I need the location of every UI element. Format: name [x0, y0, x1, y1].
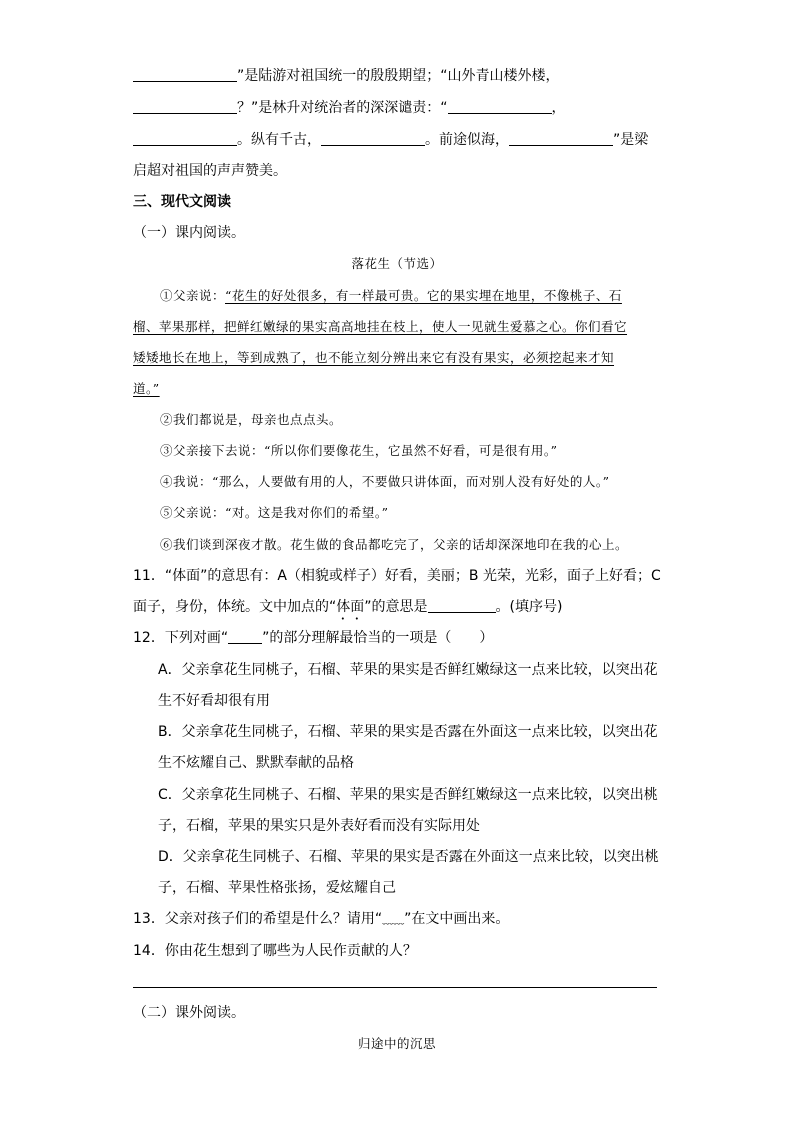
passage-paragraph-4: ④我说：“那么，人要做有用的人，不要做只讲体面，而对别人没有好处的人。” — [160, 474, 610, 489]
part-heading: （一）课内阅读。 — [133, 225, 245, 241]
part-heading-2: （二）课外阅读。 — [133, 1005, 245, 1021]
underlined-text: 道。” — [133, 381, 160, 396]
question-text: ”的意思是 — [364, 599, 428, 615]
answer-blank[interactable] — [133, 131, 237, 146]
question-12 — [133, 628, 493, 648]
option-c[interactable]: C．父亲拿花生同桃子、石榴、苹果的果实是否鲜红嫩绿这一点来比较，以突出桃 — [158, 787, 658, 803]
question-13 — [133, 909, 509, 929]
passage2-title: 归途中的沉思 — [357, 1036, 436, 1051]
question-text: 。(填序号) — [495, 599, 563, 615]
poem-text: ？”是林升对统治者的深深谴责：“ — [237, 100, 448, 116]
answer-line[interactable] — [133, 987, 657, 988]
option-a[interactable]: A．父亲拿花生同桃子，石榴、苹果的果实是否鲜红嫩绿这一点来比较，以突出花 — [158, 662, 658, 678]
underlined-text: 矮矮地长在地上，等到成熟了，也不能立刻分辨出来它有没有果实，必须挖起来才知 — [133, 350, 615, 365]
passage-paragraph-1 — [160, 286, 622, 306]
option-b-cont: 生不炫耀自己、默默奉献的品格 — [158, 755, 354, 771]
option-d[interactable]: D．父亲拿花生同桃子、石榴、苹果的果实是否露在外面这一点来比较，以突出桃 — [158, 849, 659, 865]
poem-text: 。前途似海， — [425, 132, 509, 148]
question-11-cont — [133, 597, 562, 617]
option-a-cont: 生不好看却很有用 — [158, 693, 270, 709]
paragraph-prefix: ①父亲说： — [160, 288, 226, 303]
passage-paragraph-5: ⑤父亲说：“对。这是我对你们的希望。” — [160, 505, 389, 520]
underlined-text: 榴、苹果那样，把鲜红嫩绿的果实高高地挂在枝上，使人一见就生爱慕之心。你们看它 — [133, 319, 628, 334]
passage-paragraph-6: ⑥我们谈到深夜才散。花生做的食品都吃完了，父亲的话却深深地印在我的心上。 — [160, 537, 629, 552]
poem-line-2 — [133, 98, 566, 118]
answer-blank[interactable] — [321, 131, 425, 146]
poem-line-4: 启超对祖国的声声赞美。 — [133, 163, 287, 179]
answer-blank[interactable] — [509, 131, 613, 146]
question-text: ”的部分理解最恰当的一项是（ ） — [262, 630, 494, 646]
answer-blank[interactable] — [448, 99, 552, 114]
poem-line-1 — [133, 66, 560, 86]
question-text: ”在文中画出来。 — [404, 911, 510, 927]
question-text: 13．父亲对孩子们的希望是什么？请用“ — [133, 911, 383, 927]
poem-text: ， — [551, 100, 566, 116]
poem-text: ”是梁 — [613, 132, 649, 148]
question-text: 12．下列对画“ — [133, 630, 229, 646]
underline-mark — [228, 629, 262, 644]
option-c-cont: 子，石榴，苹果的果实只是外表好看而没有实际用处 — [158, 818, 480, 834]
option-b[interactable]: B．父亲拿花生同桃子，石榴、苹果的果实是否露在外面这一点来比较，以突出花 — [158, 724, 658, 740]
option-d-cont: 子，石榴、苹果性格张扬，爱炫耀自己 — [158, 880, 396, 896]
underlined-text: “花生的好处很多，有一样最可贵。它的果实埋在地里，不像桃子、石 — [225, 288, 622, 303]
question-14: 14．你由花生想到了哪些为人民作贡献的人？ — [133, 943, 417, 959]
wavy-line-mark: ﹏﹏ — [382, 913, 405, 926]
section-heading: 三、现代文阅读 — [133, 194, 231, 210]
poem-line-3 — [133, 130, 648, 150]
poem-text: 。纵有千古， — [237, 132, 321, 148]
answer-blank[interactable] — [133, 99, 237, 114]
question-text: 面子，身份，体统。文中加点的“ — [133, 599, 337, 615]
dotted-word: 体面 — [336, 599, 365, 615]
poem-text: ”是陆游对祖国统一的殷殷期望；“山外青山楼外楼， — [237, 68, 560, 84]
passage-title: 落花生（节选） — [351, 256, 443, 271]
answer-blank[interactable] — [133, 67, 237, 82]
answer-blank[interactable] — [428, 598, 496, 613]
passage-paragraph-3: ③父亲接下去说：“所以你们要像花生，它虽然不好看，可是很有用。” — [160, 443, 558, 458]
question-11: 11．“体面”的意思有：A（相貌或样子）好看，美丽；B 光荣，光彩，面子上好看；C — [133, 568, 661, 584]
passage-paragraph-2: ②我们都说是，母亲也点点头。 — [160, 412, 343, 427]
